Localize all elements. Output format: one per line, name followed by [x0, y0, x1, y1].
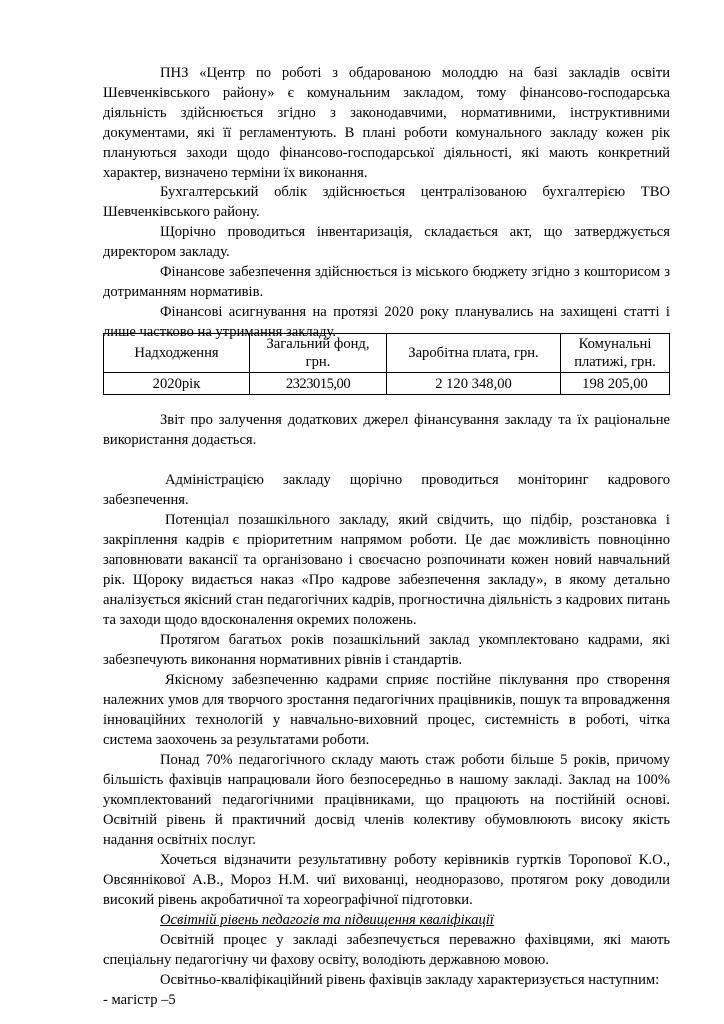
- paragraph-status: ПНЗ «Центр по роботі з обдарованою молоддю на базі закладів освіти Шевченківського району» є комунальним закладом, тому фінансово-господарська діяльність здійснюється згідно з законодавчими, нормативними, інструктивними документами, які її регламентують. В плані роботи комунального закладу кожен рік плануються заходи щодо фінансово-господарської діяльності, які мають конкретний характер, визначено терміни їх виконання.: [103, 65, 670, 181]
- paragraph-support: Якісному забезпеченню кадрами сприяє постійне піклування про створення належних умов для творчого зростання педагогічних працівників, пошук та впровадження інноваційних технологій у навчально-виховний процес, системність в роботі, чітка система заохочень за результатами роботи.: [103, 672, 670, 748]
- paragraph-potential: Потенціал позашкільного закладу, який свідчить, що підбір, розстановка і закріплення кадрів є пріоритетним напрямом роботи. Це дає можливість повноцінно заповнювати вакансії та організовано і своєчасно розпочинати кожен новий навчальний рік. Щороку видається наказ «Про кадрове забезпечення закладу», в якому детально аналізується якісний стан педагогічних кадрів, прогностична діяльність з кадрових питань та заходи щодо вдосконалення окремих положень.: [103, 512, 670, 628]
- table-row: [104, 373, 670, 395]
- paragraph-staffing: Протягом багатьох років позашкільний заклад укомплектовано кадрами, які забезпечують виконання нормативних рівнів і стандартів.: [103, 632, 670, 668]
- table-cell: 198 205,00: [561, 373, 670, 395]
- paragraph-report: Звіт про залучення додаткових джерел фінансування закладу та їх раціональне використання додається.: [103, 412, 670, 448]
- table-header-cell: Заробітна плата, грн.: [387, 334, 561, 373]
- paragraph-monitoring: Адміністрацією закладу щорічно проводиться моніторинг кадрового забезпечення.: [103, 472, 670, 508]
- paragraph-acknowledgement: Хочеться відзначити результативну роботу керівників гуртків Торопової К.О., Овсяннікової А.В., Мороз Н.М. чиї вихованці, неодноразово, протягом року доводили високий рівень акробатичної та хореографічної підготовки.: [103, 852, 670, 908]
- paragraph-education: Освітній процес у закладі забезпечується переважно фахівцями, які мають спеціальну педагогічну чи фахову освіту, володіють державною мовою.: [103, 932, 670, 968]
- paragraph-inventory: Щорічно проводиться інвентаризація, складається акт, що затверджується директором закладу.: [103, 224, 670, 260]
- section-heading: Освітній рівень педагогів та підвищення кваліфікації: [160, 912, 494, 928]
- finance-table: [103, 333, 670, 395]
- table-cell: 2020рік: [104, 373, 250, 395]
- paragraph-accounting: Бухгалтерський облік здійснюється централізованою бухгалтерією ТВО Шевченківського району.: [103, 184, 670, 220]
- table-cell: 2 120 348,00: [387, 373, 561, 395]
- list-item: - магістр –5: [103, 992, 176, 1008]
- table-cell: 2323015,00: [250, 373, 387, 395]
- table-header-row: [104, 334, 670, 373]
- table-header-cell: Комунальні платижі, грн.: [561, 334, 670, 373]
- table-header-cell: Загальний фонд, грн.: [250, 334, 387, 373]
- paragraph-funding: Фінансове забезпечення здійснюється із міського бюджету згідно з кошторисом з дотриманням нормативів.: [103, 264, 670, 300]
- paragraph-allocations: Фінансові асигнування на протязі 2020 року планувались на захищені статті і лише частково на утримання закладу.: [103, 304, 670, 340]
- paragraph-qualification: Освітньо-кваліфікаційний рівень фахівців закладу характеризується наступним:: [160, 972, 660, 988]
- paragraph-experience: Понад 70% педагогічного складу мають стаж роботи більше 5 років, причому більшість фахівців напрацювали його безпосередньо в нашому закладі. Заклад на 100% укомплектований педагогічними працівниками, що працюють на постійній основі. Освітній рівень й практичний досвід членів колективу обумовлюють високу якість надання освітніх послуг.: [103, 752, 670, 848]
- table-header-cell: Надходження: [104, 334, 250, 373]
